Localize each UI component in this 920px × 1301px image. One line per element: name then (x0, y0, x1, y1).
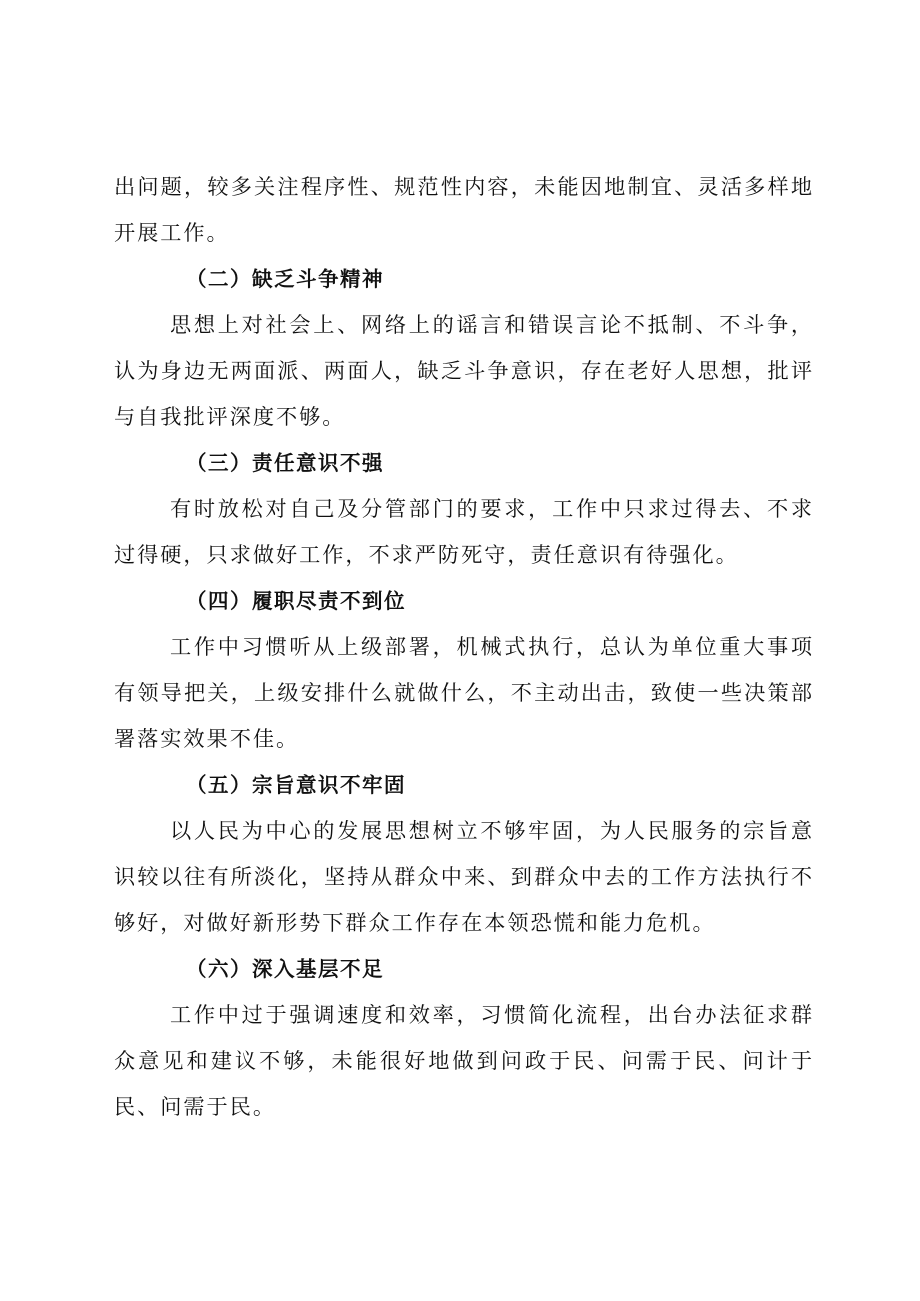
section-body-4: 工作中习惯听从上级部署，机械式执行，总认为单位重大事项有领导把关，上级安排什么就做什么，不主动出击，致使一些决策部署落实效果不佳。 (114, 634, 814, 751)
section-heading-2: （二）缺乏斗争精神 (186, 267, 384, 291)
section-body-5: 以人民为中心的发展思想树立不够牢固，为人民服务的宗旨意识较以往有所淡化，坚持从群众中来、到群众中去的工作方法执行不够好，对做好新形势下群众工作存在本领恐慌和能力危机。 (114, 818, 814, 935)
section-body-2: 思想上对社会上、网络上的谣言和错误言论不抵制、不斗争，认为身边无两面派、两面人，缺乏斗争意识，存在老好人思想，批评与自我批评深度不够。 (114, 312, 814, 429)
document-body (114, 164, 814, 1130)
section-heading-3: （三）责任意识不强 (186, 451, 384, 475)
intro-paragraph: 出问题，较多关注程序性、规范性内容，未能因地制宜、灵活多样地开展工作。 (114, 174, 814, 245)
section-heading-5: （五）宗旨意识不牢固 (186, 773, 406, 797)
section-body-3: 有时放松对自己及分管部门的要求，工作中只求过得去、不求过得硬，只求做好工作，不求严防死守，责任意识有待强化。 (114, 496, 814, 567)
section-heading-6: （六）深入基层不足 (186, 957, 384, 981)
section-body-6: 工作中过于强调速度和效率，习惯简化流程，出台办法征求群众意见和建议不够，未能很好地做到问政于民、问需于民、问计于民、问需于民。 (114, 1002, 814, 1119)
section-heading-4: （四）履职尽责不到位 (186, 589, 406, 613)
